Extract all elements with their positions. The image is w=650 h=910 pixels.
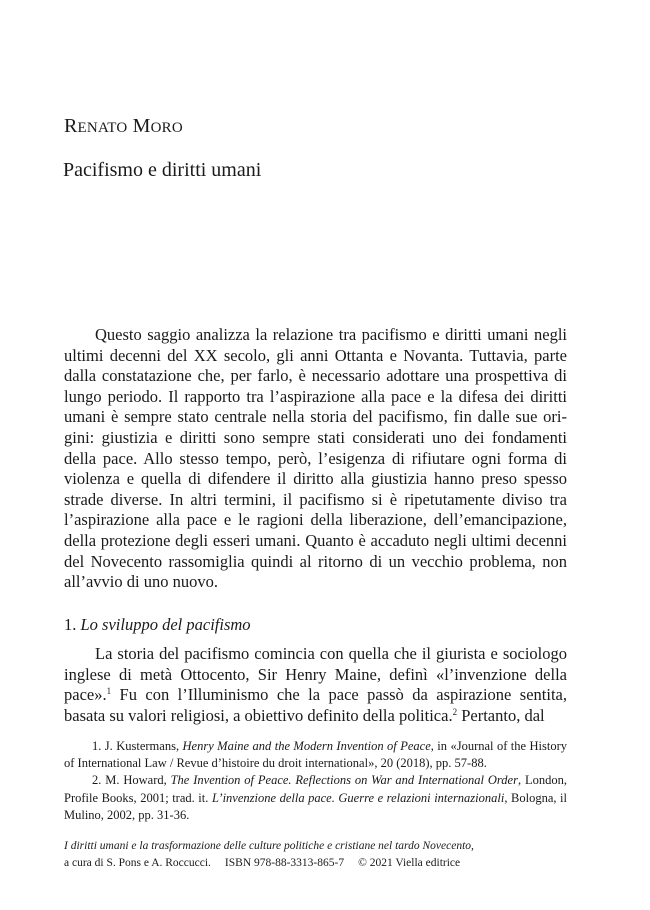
abstract-paragraph: Questo saggio analizza la relazione tra pacifismo e diritti umani negli ultimi decenni del XX secolo, gli anni Ottanta e Novanta. Tuttavia, parte dalla constatazione che, per farlo, è necessario adottare una prospettiva di lungo periodo. Il rapporto tra l’aspirazione alla pace e la difesa dei diritti umani è sempre stato centrale nella storia del pacifismo, fin dalle sue origini: giustizia e diritti sono sempre stati considerati uno dei fondamenti della pace. Allo stesso tempo, però, l’esigenza di rifiutare ogni forma di violenza e quella di difendere il diritto alla giustizia hanno preso spesso strade diverse. In altri termini, il pacifismo si è ripetutamente diviso tra l’aspirazione alla pace e le ragioni della liberazione, dell’emancipazione, della protezione degli esseri umani. Quanto è accaduto negli ultimi decenni del Novecento rassomiglia quindi al ritorno di un vecchio problema, non all’avvio di uno nuovo. xyxy=(64,325,567,592)
footnote-ref-1[interactable]: 1 xyxy=(106,686,112,697)
footnote-2 xyxy=(64,772,567,824)
abstract xyxy=(64,325,567,593)
section-title: Lo sviluppo del pacifismo xyxy=(80,615,251,634)
footnote-1-prefix: 1. J. Kustermans, xyxy=(92,739,183,753)
footnote-1-suffix: , in «Journal of the History of International Law / Revue d’histoire du droit international», 20 (2018), pp. 57-88. xyxy=(64,739,567,771)
imprint xyxy=(64,838,567,871)
footnote-1-title: Henry Maine and the Modern Invention of Peace xyxy=(182,739,431,753)
section-number: 1. xyxy=(64,615,77,634)
author-first-initial: R xyxy=(64,115,78,137)
footnote-ref-2[interactable]: 2 xyxy=(452,706,458,717)
footnote-2-middle: , London, Profile Books, 2001; trad. it. xyxy=(64,773,567,805)
footnote-1 xyxy=(64,738,567,772)
imprint-book-title: I diritti umani e la trasformazione delle culture politiche e cristiane nel tardo Novecento, xyxy=(64,840,474,852)
author-name xyxy=(64,115,183,138)
section-paragraph xyxy=(64,644,567,726)
imprint-copyright: © 2021 Viella editrice xyxy=(358,856,461,869)
section-body xyxy=(64,644,567,726)
imprint-details xyxy=(64,855,567,872)
author-last-rest: ORO xyxy=(150,120,183,136)
author-first-rest: ENATO xyxy=(77,120,128,136)
chapter-title: Pacifismo e diritti umani xyxy=(63,159,262,181)
footnote-2-title-it: L’invenzione della pace. Guerre e relazioni internazionali xyxy=(211,790,505,805)
footnote-2-title: The Invention of Peace. Reflections on War and International Order xyxy=(170,773,518,788)
section-text-part3: Pertanto, dal xyxy=(457,705,545,725)
section-text-part1: La storia del pacifismo comincia con quella che il giurista e sociologo inglese di metà Ottocento, Sir Henry Maine, definì «l’invenzione della pace». xyxy=(64,644,567,705)
footnote-2-prefix: 2. M. Howard, xyxy=(92,773,171,788)
imprint-isbn: ISBN 978-88-3313-865-7 xyxy=(224,856,345,869)
section-heading xyxy=(64,615,251,635)
footnote-2-suffix: , Bologna, il Mulino, 2002, pp. 31-36. xyxy=(64,790,567,822)
section-text-part2: Fu con l’Illuminismo che la pace passò da aspirazione sentita, basata su valori religiosi, a obiettivo definito della politica. xyxy=(64,685,567,725)
imprint-editors: a cura di S. Pons e A. Roccucci. xyxy=(64,856,211,869)
author-last-initial: M xyxy=(132,115,151,137)
footnotes xyxy=(64,738,567,824)
